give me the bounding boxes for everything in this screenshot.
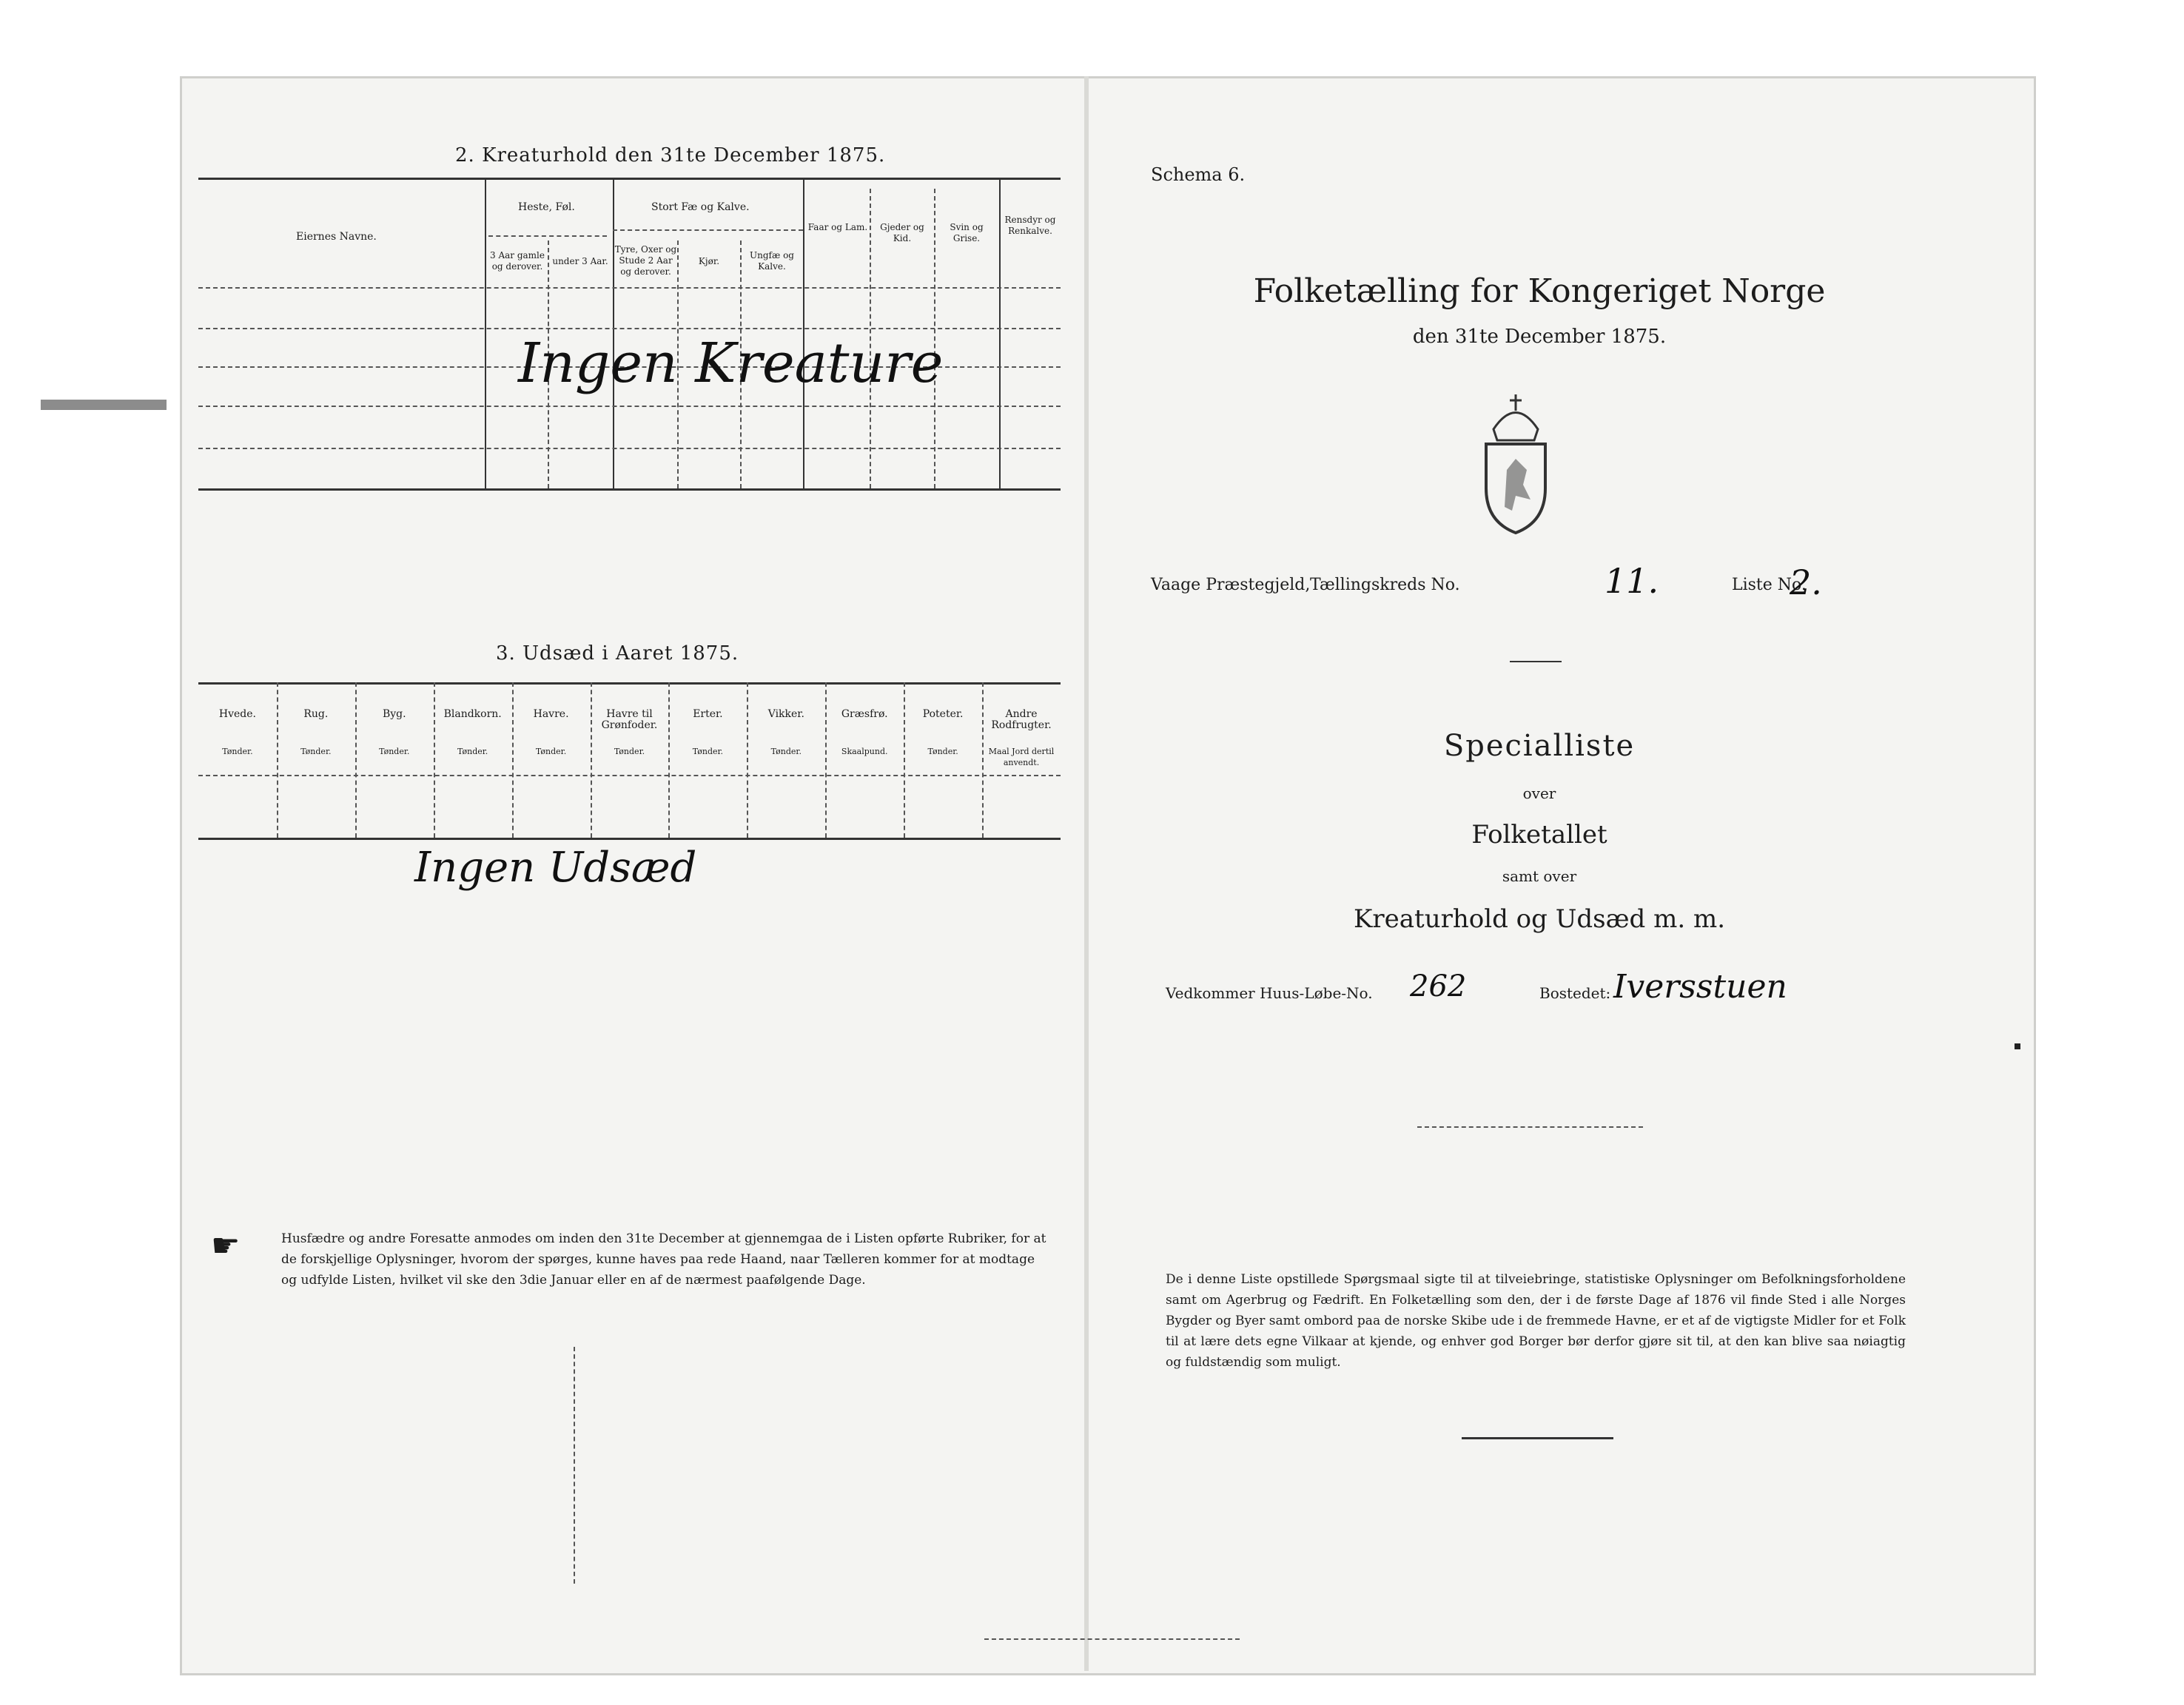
seed-col-unit: Tønder. xyxy=(927,747,958,756)
seed-col-line xyxy=(747,682,748,838)
seed-col-line xyxy=(668,682,670,838)
livestock-bottom-rule xyxy=(198,488,1061,491)
seed-col-name: Vikker. xyxy=(767,708,804,720)
seed-col-line xyxy=(434,682,435,838)
row-rule xyxy=(198,287,1061,289)
horses-sub-b: under 3 Aar. xyxy=(552,256,608,266)
livestock-handwritten-entry: Ingen Kreature xyxy=(518,332,944,395)
separator-dash xyxy=(1417,1126,1643,1128)
footer-rule xyxy=(1462,1437,1613,1439)
sheep-header: Faar og Lam. xyxy=(807,222,868,232)
house-label: Vedkommer Huus-Løbe-No. xyxy=(1166,984,1373,1002)
seed-col-unit: Maal Jord dertil anvendt. xyxy=(988,747,1055,767)
group-rule xyxy=(613,229,803,231)
seed-col-line xyxy=(355,682,357,838)
kreaturhold-text: Kreaturhold og Udsæd m. m. xyxy=(1353,904,1725,934)
livestock-heading: 2. Kreaturhold den 31te December 1875. xyxy=(455,144,886,167)
seed-col-name: Havre til Grønfoder. xyxy=(601,708,658,731)
seed-col-name: Græsfrø. xyxy=(841,708,888,720)
cattle-header: Stort Fæ og Kalve. xyxy=(651,201,750,213)
seed-col-name: Poteter. xyxy=(922,708,964,720)
notice-text: Husfædre og andre Foresatte anmodes om inden den 31te December at gjennemgaa de i Listen opførte Rubriker, for at de forskjellige Oplysninger, hvorom der spørges, kunne haves paa rede Haand, naar Tælleren kommer for at modtage og udfylde Listen, hvilket vil ske den 3die Januar eller en af de nærmest paafølgende Dage. xyxy=(281,1231,1046,1288)
district-label: Tællingskreds No. xyxy=(1310,576,1460,594)
fold-dots xyxy=(574,1347,575,1584)
seed-col-line xyxy=(277,682,278,838)
seed-col-name: Erter. xyxy=(693,708,723,720)
census-title: Folketælling for Kongeriget Norge xyxy=(1253,272,1826,310)
seed-heading: 3. Udsæd i Aaret 1875. xyxy=(496,642,739,665)
district-value: 11. xyxy=(1605,561,1659,601)
footer-text: De i denne Liste opstillede Spørgsmaal sigte til at tilveiebringe, statistiske Oplysninger om Befolkningsforholdene samt om Agerbrug og Fædrift. En Folketælling som den, der i de første Dage af 1876 vil finde Sted i alle Norges Bygder og Byer samt ombord paa de norske Skibe ude i de fremmede Havne, er et af de vigtigste Midler for et Folk til at lære dets egne Vilkaar at kjende, og enhver god Borger bør derfor gjøre sit til, at den kan blive saa nøiagtig og fuldstændig som muligt. xyxy=(1166,1272,1906,1370)
seed-col-line xyxy=(825,682,827,838)
seed-bottom-rule xyxy=(198,838,1061,840)
seed-col-name: Rug. xyxy=(303,708,329,720)
seed-col-name: Hvede. xyxy=(218,708,256,720)
page-fold xyxy=(1084,76,1089,1671)
seed-col-unit: Tønder. xyxy=(535,747,567,756)
seed-col-name: Blandkorn. xyxy=(443,708,502,720)
reindeer-header: Rensdyr og Renkalve. xyxy=(1004,215,1056,236)
seed-col-unit: Tønder. xyxy=(614,747,645,756)
census-date: den 31te December 1875. xyxy=(1412,326,1667,348)
seed-col-line xyxy=(591,682,592,838)
col-line xyxy=(485,178,486,488)
seed-col-unit: Tønder. xyxy=(300,747,332,756)
folketallet-text: Folketallet xyxy=(1471,820,1607,850)
seed-col-line xyxy=(904,682,905,838)
coat-of-arms-icon xyxy=(1471,389,1560,537)
horses-sub-a: 3 Aar gamle og derover. xyxy=(490,250,545,272)
pigs-header: Svin og Grise. xyxy=(950,222,984,243)
seed-col-line xyxy=(512,682,514,838)
row-rule xyxy=(198,448,1061,449)
specialliste-title: Specialliste xyxy=(1443,729,1636,763)
bosted-value: Iversstuen xyxy=(1613,968,1787,1006)
list-label: Liste No. xyxy=(1732,576,1807,594)
margin-mark xyxy=(2015,1043,2020,1049)
schema-label: Schema 6. xyxy=(1151,164,1246,185)
seed-col-unit: Tønder. xyxy=(379,747,410,756)
cattle-sub-c: Ungfæ og Kalve. xyxy=(750,250,794,272)
cattle-sub-b: Kjør. xyxy=(698,256,720,266)
seed-col-name: Havre. xyxy=(533,708,569,720)
bosted-label: Bostedet: xyxy=(1539,984,1611,1002)
cattle-sub-a: Tyre, Oxer og Stude 2 Aar og derover. xyxy=(614,244,677,277)
seed-handwritten-entry: Ingen Udsæd xyxy=(414,844,697,892)
horses-header: Heste, Føl. xyxy=(518,201,575,213)
seed-col-unit: Tønder. xyxy=(692,747,724,756)
parish-label: Vaage Præstegjeld, xyxy=(1151,576,1311,594)
seed-col-name: Andre Rodfrugter. xyxy=(991,708,1052,731)
seed-col-name: Byg. xyxy=(382,708,406,720)
pointing-hand-icon: ☛ xyxy=(211,1227,241,1265)
seed-row-rule xyxy=(198,775,1061,776)
goats-header: Gjeder og Kid. xyxy=(880,222,924,243)
row-rule xyxy=(198,328,1061,329)
seed-col-unit: Tønder. xyxy=(222,747,253,756)
group-rule xyxy=(488,235,607,237)
seed-col-unit: Tønder. xyxy=(770,747,802,756)
row-rule xyxy=(198,406,1061,407)
house-value: 262 xyxy=(1410,969,1467,1003)
list-value: 2. xyxy=(1790,562,1822,602)
bottom-scribble xyxy=(984,1638,1240,1640)
seed-col-unit: Skaalpund. xyxy=(841,747,888,756)
samt-over-text: samt over xyxy=(1502,867,1577,885)
livestock-top-rule xyxy=(198,178,1061,180)
seed-col-unit: Tønder. xyxy=(457,747,488,756)
scan-edge-mark xyxy=(41,400,167,410)
over-text: over xyxy=(1522,784,1556,802)
seed-top-rule xyxy=(198,682,1061,685)
short-rule xyxy=(1510,661,1562,662)
owner-col-header: Eiernes Navne. xyxy=(296,231,377,243)
